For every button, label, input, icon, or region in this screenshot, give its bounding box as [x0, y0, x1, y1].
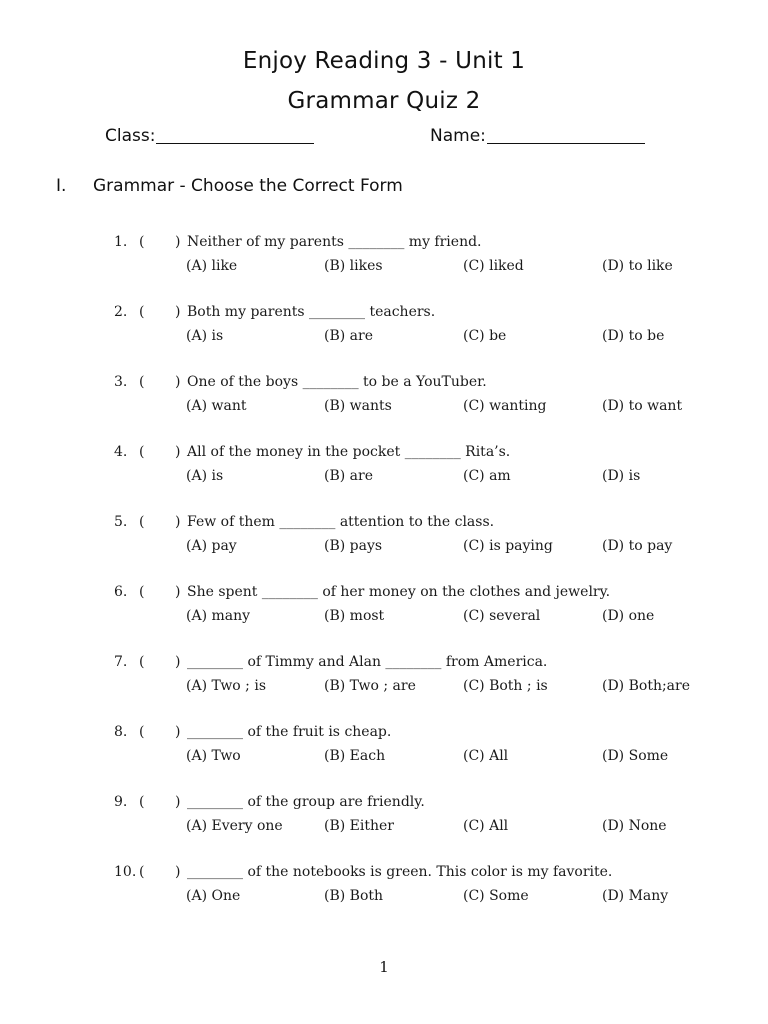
option-b: (B) wants: [324, 398, 392, 414]
question-number: 1.: [114, 234, 128, 250]
question-text: Neither of my parents ________ my friend.: [187, 234, 482, 250]
question-text: Few of them ________ attention to the class.: [187, 514, 495, 530]
answer-paren-close: ): [175, 514, 181, 530]
option-c: (C) Some: [463, 888, 529, 904]
document-title: Enjoy Reading 3 - Unit 1: [242, 48, 526, 74]
class-field: [105, 125, 314, 146]
option-b: (B) Either: [324, 818, 394, 834]
answer-paren-open: (: [139, 584, 145, 600]
answer-paren-open: (: [139, 724, 145, 740]
answer-paren-close: ): [175, 864, 181, 880]
answer-paren-open: (: [139, 444, 145, 460]
option-c: (C) be: [463, 328, 507, 344]
option-c: (C) All: [463, 748, 509, 764]
answer-paren-close: ): [175, 654, 181, 670]
option-a: (A) Every one: [186, 818, 283, 834]
option-d: (D) None: [602, 818, 667, 834]
option-a: (A) like: [186, 258, 238, 274]
option-d: (D) one: [602, 608, 655, 624]
answer-paren-close: ): [175, 724, 181, 740]
option-a: (A) is: [186, 468, 224, 484]
question-number: 4.: [114, 444, 128, 460]
option-b: (B) pays: [324, 538, 383, 554]
option-a: (A) want: [186, 398, 247, 414]
option-b: (B) Two ; are: [324, 678, 416, 694]
name-field: [430, 125, 645, 146]
answer-paren-open: (: [139, 654, 145, 670]
option-b: (B) are: [324, 328, 373, 344]
option-b: (B) Both: [324, 888, 384, 904]
option-c: (C) several: [463, 608, 541, 624]
answer-paren-open: (: [139, 234, 145, 250]
page-number: 1: [379, 958, 389, 976]
answer-paren-close: ): [175, 584, 181, 600]
option-d: (D) Many: [602, 888, 669, 904]
option-d: (D) to want: [602, 398, 683, 414]
option-b: (B) Each: [324, 748, 386, 764]
name-label: Name:: [430, 126, 486, 146]
question-number: 5.: [114, 514, 128, 530]
question-number: 2.: [114, 304, 128, 320]
answer-paren-open: (: [139, 864, 145, 880]
option-c: (C) Both ; is: [463, 678, 548, 694]
answer-paren-close: ): [175, 794, 181, 810]
option-c: (C) All: [463, 818, 509, 834]
option-a: (A) One: [186, 888, 241, 904]
question-text: Both my parents ________ teachers.: [187, 304, 436, 320]
option-c: (C) am: [463, 468, 511, 484]
option-a: (A) Two ; is: [186, 678, 267, 694]
option-d: (D) is: [602, 468, 641, 484]
question-text: ________ of Timmy and Alan ________ from America.: [187, 654, 548, 670]
option-a: (A) pay: [186, 538, 237, 554]
question-number: 7.: [114, 654, 128, 670]
question-text: All of the money in the pocket ________ Rita’s.: [187, 444, 511, 460]
option-c: (C) liked: [463, 258, 524, 274]
question-text: She spent ________ of her money on the clothes and jewelry.: [187, 584, 611, 600]
question-text: ________ of the fruit is cheap.: [187, 724, 392, 740]
question-text: One of the boys ________ to be a YouTuber.: [187, 374, 487, 390]
option-a: (A) Two: [186, 748, 241, 764]
document-subtitle: Grammar Quiz 2: [287, 88, 481, 114]
answer-paren-close: ): [175, 234, 181, 250]
class-label: Class:: [105, 126, 156, 146]
name-blank-line: [487, 125, 645, 144]
question-text: ________ of the group are friendly.: [187, 794, 425, 810]
answer-paren-close: ): [175, 304, 181, 320]
option-d: (D) to like: [602, 258, 673, 274]
section-number: I.: [56, 176, 67, 196]
option-d: (D) to pay: [602, 538, 673, 554]
question-text: ________ of the notebooks is green. This color is my favorite.: [187, 864, 613, 880]
option-d: (D) to be: [602, 328, 665, 344]
question-number: 6.: [114, 584, 128, 600]
option-a: (A) is: [186, 328, 224, 344]
option-c: (C) is paying: [463, 538, 553, 554]
question-number: 3.: [114, 374, 128, 390]
question-number: 10.: [114, 864, 137, 880]
class-blank-line: [156, 125, 314, 144]
option-b: (B) most: [324, 608, 385, 624]
option-d: (D) Some: [602, 748, 669, 764]
option-b: (B) are: [324, 468, 373, 484]
option-c: (C) wanting: [463, 398, 547, 414]
option-a: (A) many: [186, 608, 251, 624]
answer-paren-open: (: [139, 304, 145, 320]
answer-paren-close: ): [175, 374, 181, 390]
option-b: (B) likes: [324, 258, 383, 274]
answer-paren-open: (: [139, 794, 145, 810]
question-number: 9.: [114, 794, 128, 810]
answer-paren-open: (: [139, 514, 145, 530]
answer-paren-close: ): [175, 444, 181, 460]
section-title: Grammar - Choose the Correct Form: [93, 176, 403, 196]
option-d: (D) Both;are: [602, 678, 690, 694]
question-number: 8.: [114, 724, 128, 740]
answer-paren-open: (: [139, 374, 145, 390]
section-heading: [56, 176, 403, 196]
